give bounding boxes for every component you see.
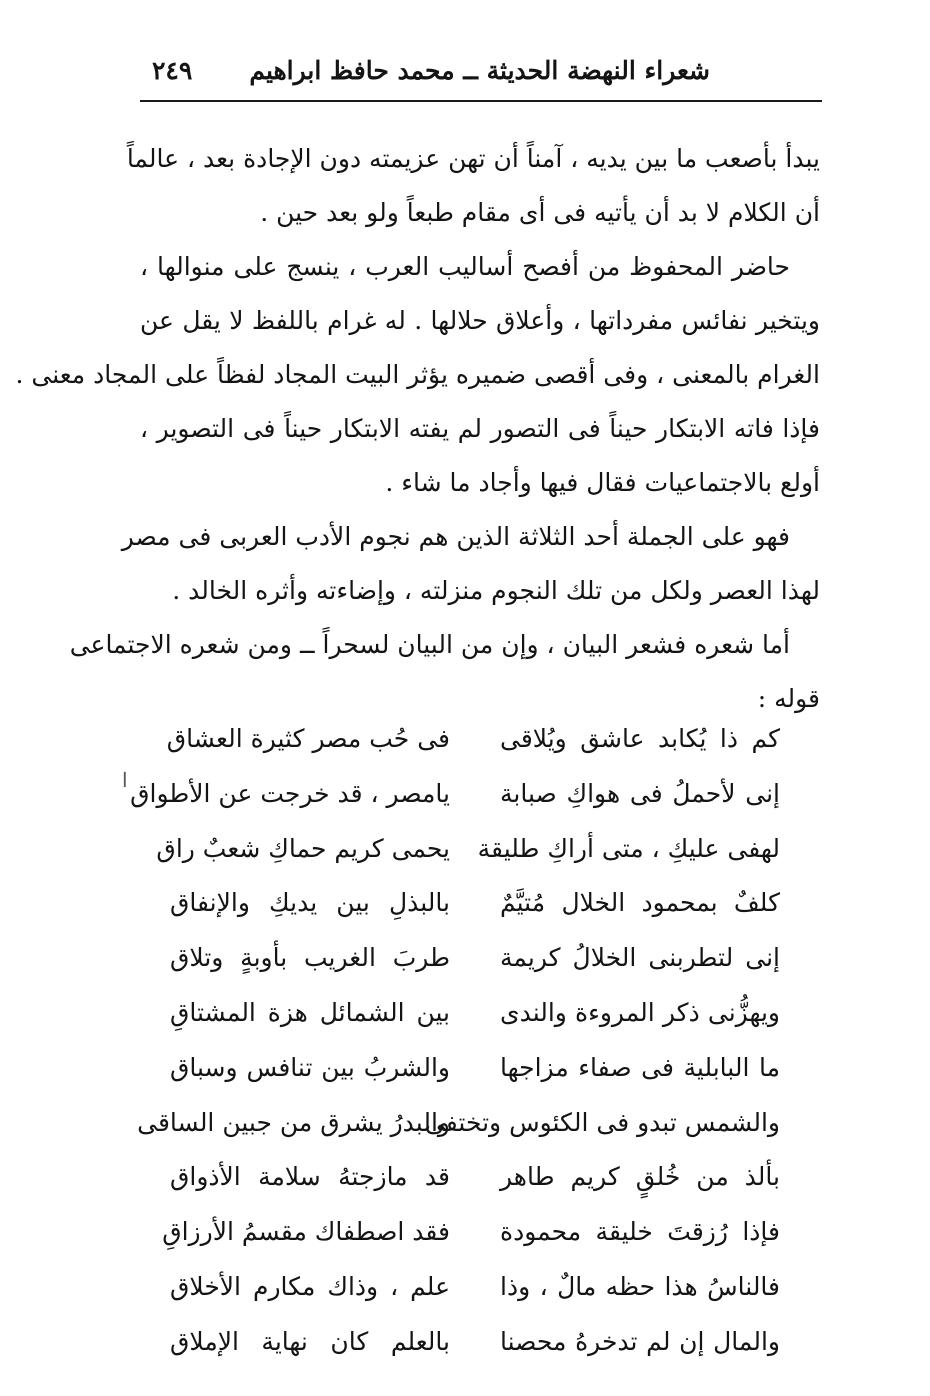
prose-line: يبدأ بأصعب ما بين يديه ، آمناً أن تهن عزيمته دون الإجادة بعد ، عالماً [126, 144, 820, 173]
verse-second-hemistich: فى حُب مصر كثيرة العشاق [166, 724, 450, 753]
poem-verse [140, 1315, 820, 1370]
header-rule [140, 100, 822, 102]
prose-line: حاضر المحفوظ من أفصح أساليب العرب ، ينسج على منوالها ، [140, 252, 790, 281]
verse-second-hemistich: يامصر ، قد خرجت عن الأطواق [130, 778, 450, 808]
verse-first-hemistich: كم ذا يُكابد عاشق ويُلاقى [500, 724, 780, 753]
poem [130, 712, 820, 1370]
verse-first-hemistich: كلفٌ بمحمود الخلال مُتيَّمٌ [500, 888, 780, 918]
verse-first-hemistich: ويهزُّنى ذكر المروءة والندى [500, 997, 780, 1027]
poem-verse [140, 986, 820, 1041]
poem-verse [140, 822, 820, 877]
margin-mark: ا [122, 768, 128, 792]
verse-first-hemistich: بألذ من خُلقٍ كريم طاهر [500, 1162, 780, 1192]
poem-verse [140, 1205, 820, 1260]
poem-verse [140, 931, 820, 986]
prose-line: ويتخير نفائس مفرداتها ، وأعلاق حلالها . له غرام باللفظ لا يقل عن [140, 306, 820, 335]
poem-verse [140, 712, 820, 767]
verse-second-hemistich: علم ، وذاك مكارم الأخلاق [170, 1271, 450, 1301]
page-number: ٢٤٩ [152, 56, 193, 85]
verse-first-hemistich: فإذا رُزقتَ خليقة محمودة [500, 1217, 780, 1247]
prose-line: لهذا العصر ولكل من تلك النجوم منزلته ، وإضاءته وأثره الخالد . [172, 576, 820, 605]
prose-body [15, 132, 820, 726]
verse-first-hemistich: فالناسُ هذا حظه مالٌ ، وذا [500, 1271, 780, 1301]
poem-verse [130, 767, 820, 822]
verse-second-hemistich: يحمى كريم حماكِ شعبٌ راق [156, 833, 450, 863]
prose-line: فهو على الجملة أحد الثلاثة الذين هم نجوم الأدب العربى فى مصر [121, 522, 790, 551]
verse-second-hemistich: طربَ الغريب بأوبةٍ وتلاق [170, 943, 450, 973]
poem-verse [140, 1041, 820, 1096]
running-header-title: شعراء النهضة الحديثة ــ محمد حافظ ابراهيم [249, 56, 710, 85]
running-header [140, 50, 820, 96]
poem-verse [137, 1096, 820, 1151]
verse-second-hemistich: والبدرُ يشرق من جبين الساقى [137, 1107, 450, 1137]
prose-line: أما شعره فشعر البيان ، وإن من البيان لسحراً ــ ومن شعره الاجتماعى [69, 630, 790, 659]
verse-second-hemistich: فقد اصطفاك مقسمُ الأرزاقِ [162, 1217, 450, 1247]
verse-second-hemistich: قد مازجتهُ سلامة الأذواق [170, 1162, 450, 1192]
verse-first-hemistich: لهفى عليكِ ، متى أراكِ طليقة [477, 833, 780, 863]
verse-first-hemistich: والشمس تبدو فى الكئوس وتختفى [424, 1107, 780, 1137]
prose-line: أولع بالاجتماعيات فقال فيها وأجاد ما شاء . [385, 468, 820, 497]
prose-line: فإذا فاته الابتكار حيناً فى التصور لم يفته الابتكار حيناً فى التصوير ، [140, 414, 820, 443]
verse-second-hemistich: والشربُ بين تنافس وسباق [170, 1052, 450, 1082]
poem-verse [140, 1260, 820, 1315]
verse-first-hemistich: إنى لتطربنى الخلالُ كريمة [500, 943, 780, 973]
verse-second-hemistich: بالعلم كان نهاية الإملاق [170, 1326, 450, 1356]
prose-line: قوله : [757, 684, 820, 713]
prose-line: الغرام بالمعنى ، وفى أقصى ضميره يؤثر البيت المجاد لفظاً على المجاد معنى . [15, 360, 820, 389]
verse-second-hemistich: بين الشمائل هزة المشتاقِ [170, 997, 450, 1027]
verse-second-hemistich: بالبذلِ بين يديكِ والإنفاق [170, 888, 450, 918]
verse-first-hemistich: ما البابلية فى صفاء مزاجها [500, 1052, 780, 1082]
verse-first-hemistich: إنى لأحملُ فى هواكِ صبابة [500, 778, 780, 808]
poem-verse [140, 876, 820, 931]
verse-first-hemistich: والمال إن لم تدخرهُ محصنا [500, 1326, 780, 1356]
prose-line: أن الكلام لا بد أن يأتيه فى أى مقام طبعاً ولو بعد حين . [260, 198, 820, 227]
poem-verse [140, 1150, 820, 1205]
